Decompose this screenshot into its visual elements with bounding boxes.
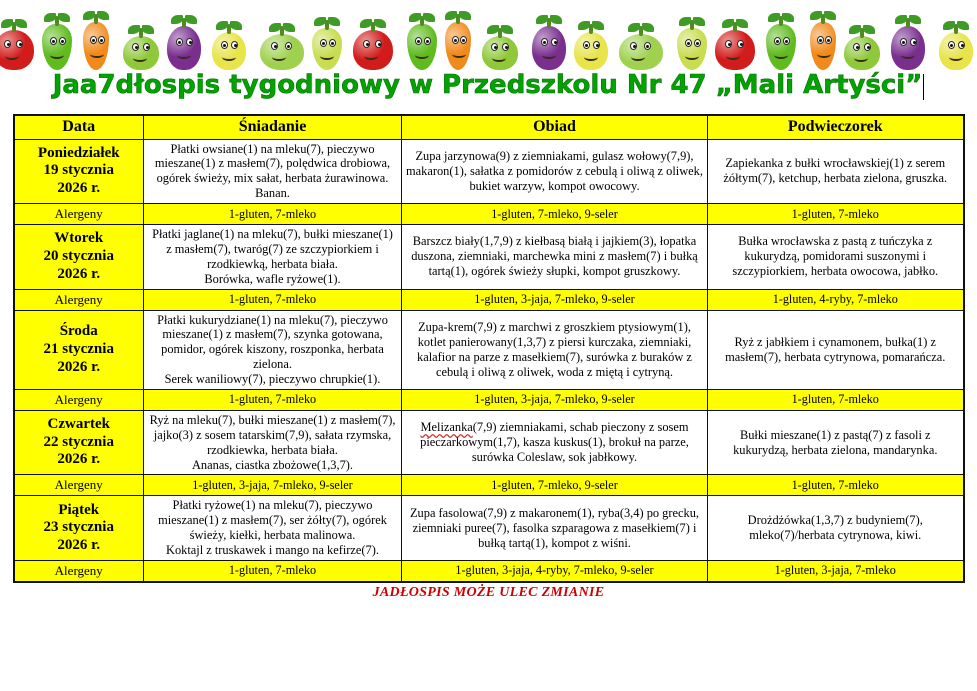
- cucumber-character-icon: [407, 8, 437, 70]
- day-name: Czwartek: [47, 416, 110, 433]
- day-name: Piątek: [58, 501, 100, 518]
- lunch-cell: Zupa jarzynowa(9) z ziemniakami, gulasz wołowy(7,9), makaron(1), sałatka z pomidorów z cebulą i oliwą z oliwek, bukiet warzyw, kompot owocowy.: [402, 139, 708, 204]
- breakfast-cell: Płatki jaglane(1) na mleku(7), bułki mieszane(1) z masłem(7), twaróg(7) ze szczypiorkiem i rzodkiewką, herbata biała. Borówka, wafle ryżowe(1).: [144, 225, 402, 290]
- allergen-value: 1-gluten, 3-jaja, 4-ryby, 7-mleko, 9-seler: [402, 560, 708, 582]
- allergen-value: 1-gluten, 7-mleko: [144, 389, 402, 410]
- day-year: 2026 r.: [57, 265, 101, 282]
- eggplant-character-icon: [891, 10, 925, 70]
- allergen-value: 1-gluten, 4-ryby, 7-mleko: [708, 289, 964, 310]
- allergen-row: [14, 560, 964, 582]
- text-cursor: [923, 74, 924, 100]
- allergen-row: [14, 475, 964, 496]
- lunch-cell: Zupa-krem(7,9) z marchwi z groszkiem ptysiowym(1), kotlet panierowany(1,3,7) z piersi kurczaka, ziemniaki, kalafior na parze z masełkiem(7), surówka z buraków z cebulą i oliwą z oliwek, woda z miętą i cytryną.: [402, 310, 708, 389]
- page-title-wrap: [0, 72, 977, 112]
- allergen-value: 1-gluten, 3-jaja, 7-mleko, 9-seler: [402, 389, 708, 410]
- cabbage-character-icon: [619, 18, 663, 70]
- allergen-row: [14, 389, 964, 410]
- tomato-character-icon: [353, 14, 393, 70]
- allergen-label: Alergeny: [14, 560, 144, 582]
- day-year: 2026 r.: [57, 358, 101, 375]
- column-header-snack: Podwieczorek: [708, 115, 964, 139]
- allergen-value: 1-gluten, 7-mleko: [708, 389, 964, 410]
- snack-cell: Bułka wrocławska z pastą z tuńczyka z kukurydzą, pomidorami suszonymi i szczypiorkiem, herbata owocowa, jabłko.: [708, 225, 964, 290]
- allergen-label: Alergeny: [14, 204, 144, 225]
- allergen-value: 1-gluten, 7-mleko: [144, 560, 402, 582]
- tomato-character-icon: [0, 14, 34, 70]
- table-row: [14, 496, 964, 561]
- lunch-cell: Melizanka(7,9) ziemniakami, schab pieczony z sosem pieczarkowym(1,7), kasza kuskus(1), brokuł na parze, surówka Coleslaw, sok jabłkowy.: [402, 410, 708, 475]
- day-year: 2026 r.: [57, 536, 101, 553]
- day-year: 2026 r.: [57, 180, 101, 197]
- column-header-breakfast: Śniadanie: [144, 115, 402, 139]
- pea-character-icon: [123, 20, 159, 70]
- table-row: [14, 310, 964, 389]
- day-date: 22 stycznia: [43, 433, 114, 450]
- cucumber-character-icon: [42, 8, 72, 70]
- cucumber-character-icon: [766, 8, 796, 70]
- allergen-row: [14, 204, 964, 225]
- cabbage-character-icon: [260, 18, 304, 70]
- lunch-cell: Zupa fasolowa(7,9) z makaronem(1), ryba(3,4) po grecku, ziemniaki puree(7), fasolka szparagowa z masełkiem(7) i bułką tartą(1), kompot z wiśni.: [402, 496, 708, 561]
- day-name: Wtorek: [54, 230, 104, 247]
- allergen-row: [14, 289, 964, 310]
- allergen-value: 1-gluten, 7-mleko: [708, 475, 964, 496]
- allergen-label: Alergeny: [14, 389, 144, 410]
- pepper-character-icon: [574, 16, 608, 70]
- pea-character-icon: [482, 20, 518, 70]
- snack-cell: Ryż z jabłkiem i cynamonem, bułka(1) z masłem(7), herbata cytrynowa, pomarańcza.: [708, 310, 964, 389]
- allergen-value: 1-gluten, 7-mleko: [144, 204, 402, 225]
- snack-cell: Bułki mieszane(1) z pastą(7) z fasoli z kukurydzą, herbata zielona, mandarynka.: [708, 410, 964, 475]
- snack-cell: Zapiekanka z bułki wrocławskiej(1) z serem żółtym(7), ketchup, herbata zielona, gruszka.: [708, 139, 964, 204]
- lunch-cell: Barszcz biały(1,7,9) z kiełbasą białą i jajkiem(3), łopatka duszona, ziemniaki, marchewka mini z masłem(7) i bułką tartą(1), ogórek świeży słupki, kompot gruszkowy.: [402, 225, 708, 290]
- day-date: 21 stycznia: [43, 340, 114, 357]
- weekly-menu-table: [13, 114, 965, 583]
- page-title: Jaa7dłospis tygodniowy w Przedszkolu Nr 47 „Mali Artyści”: [52, 70, 923, 100]
- table-row: [14, 225, 964, 290]
- allergen-label: Alergeny: [14, 289, 144, 310]
- vegetable-characters-banner: [0, 0, 977, 72]
- eggplant-character-icon: [532, 10, 566, 70]
- zucchini-character-icon: [677, 12, 707, 70]
- allergen-value: 1-gluten, 7-mleko: [708, 204, 964, 225]
- day-year: 2026 r.: [57, 451, 101, 468]
- column-header-date: Data: [14, 115, 144, 139]
- breakfast-cell: Płatki kukurydziane(1) na mleku(7), pieczywo mieszane(1) z masłem(7), szynka gotowana, pomidor, ogórek kiszony, roszponka, herbata zielona. Serek waniliowy(7), pieczywo chrupkie(1).: [144, 310, 402, 389]
- allergen-value: 1-gluten, 3-jaja, 7-mleko: [708, 560, 964, 582]
- table-row: [14, 139, 964, 204]
- day-cell: [14, 225, 144, 290]
- day-cell: [14, 496, 144, 561]
- allergen-value: 1-gluten, 3-jaja, 7-mleko, 9-seler: [402, 289, 708, 310]
- day-date: 20 stycznia: [43, 247, 114, 264]
- day-cell: [14, 410, 144, 475]
- carrot-character-icon: [810, 6, 836, 70]
- day-name: Poniedziałek: [37, 144, 120, 161]
- eggplant-character-icon: [167, 10, 201, 70]
- breakfast-cell: Płatki owsiane(1) na mleku(7), pieczywo mieszane(1) z masłem(7), polędwica drobiowa, ogórek świeży, mix sałat, herbata żurawinowa. Banan.: [144, 139, 402, 204]
- allergen-value: 1-gluten, 7-mleko: [144, 289, 402, 310]
- tomato-character-icon: [715, 14, 755, 70]
- carrot-character-icon: [445, 6, 471, 70]
- footer-note: JADŁOSPIS MOŻE ULEC ZMIANIE: [372, 584, 605, 600]
- table-body: [14, 139, 964, 582]
- zucchini-character-icon: [312, 12, 342, 70]
- carrot-character-icon: [83, 6, 109, 70]
- pepper-character-icon: [939, 16, 973, 70]
- day-cell: [14, 310, 144, 389]
- pepper-character-icon: [212, 16, 246, 70]
- day-name: Środa: [59, 323, 98, 340]
- day-cell: [14, 139, 144, 204]
- allergen-value: 1-gluten, 7-mleko, 9-seler: [402, 204, 708, 225]
- breakfast-cell: Ryż na mleku(7), bułki mieszane(1) z masłem(7), jajko(3) z sosem tatarskim(7,9), sałata rzymska, rzodkiewka, herbata biała. Ananas, ciastka zbożowe(1,3,7).: [144, 410, 402, 475]
- allergen-label: Alergeny: [14, 475, 144, 496]
- breakfast-cell: Płatki ryżowe(1) na mleku(7), pieczywo mieszane(1) z masłem(7), ser żółty(7), ogórek świeży, kiełki, herbata malinowa. Koktajl z truskawek i mango na kefirze(7).: [144, 496, 402, 561]
- table-header-row: [14, 115, 964, 139]
- allergen-value: 1-gluten, 7-mleko, 9-seler: [402, 475, 708, 496]
- day-date: 19 stycznia: [43, 162, 114, 179]
- column-header-lunch: Obiad: [402, 115, 708, 139]
- pea-character-icon: [844, 20, 880, 70]
- snack-cell: Drożdżówka(1,3,7) z budyniem(7), mleko(7)/herbata cytrynowa, kiwi.: [708, 496, 964, 561]
- table-row: [14, 410, 964, 475]
- allergen-value: 1-gluten, 3-jaja, 7-mleko, 9-seler: [144, 475, 402, 496]
- day-date: 23 stycznia: [43, 519, 114, 536]
